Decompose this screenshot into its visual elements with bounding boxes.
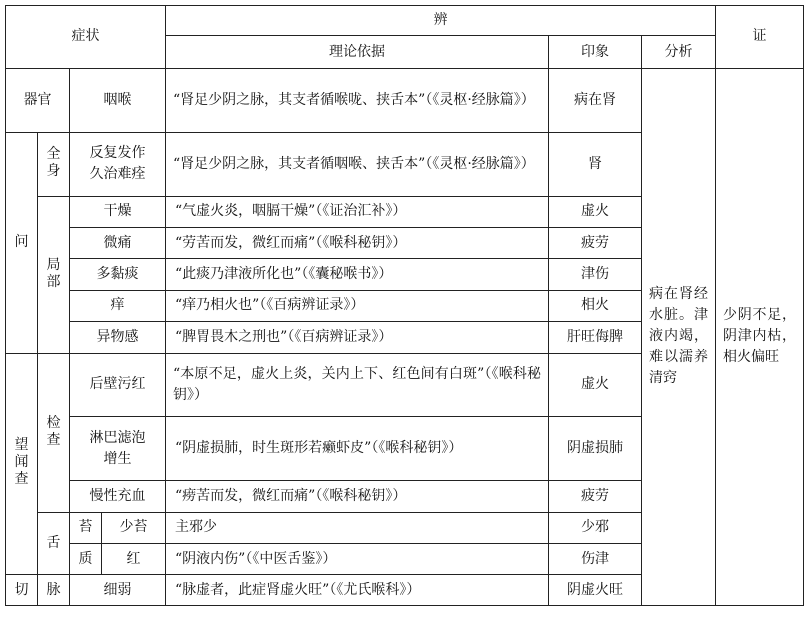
- header-bian: 辨: [166, 6, 716, 36]
- section-organ: 器官: [6, 68, 70, 132]
- symptom-cell: 淋巴滤泡增生: [70, 417, 166, 481]
- impression-cell: 相火: [549, 290, 642, 321]
- basis-cell: “肾足少阴之脉，其支者循咽喉、挟舌本”（《灵枢·经脉篇》）: [166, 132, 549, 196]
- header-symptom: 症状: [6, 6, 166, 69]
- basis-cell: 主邪少: [166, 512, 549, 543]
- symptom-cell: 微痛: [70, 227, 166, 258]
- section-local: 局部: [38, 196, 70, 353]
- section-pulse: 脉: [38, 575, 70, 606]
- basis-cell: “阴虚损肺，时生斑形若癞虾皮”（《喉科秘钥》）: [166, 417, 549, 481]
- tongue-coating-label: 苔: [70, 512, 102, 543]
- impression-cell: 津伤: [549, 259, 642, 290]
- impression-cell: 少邪: [549, 512, 642, 543]
- tongue-quality-label: 质: [70, 544, 102, 575]
- basis-cell: “肾足少阴之脉，其支者循喉咙、挟舌本”（《灵枢·经脉篇》）: [166, 68, 549, 132]
- impression-cell: 肝旺侮脾: [549, 322, 642, 353]
- symptom-cell: 红: [102, 544, 166, 575]
- impression-cell: 疲劳: [549, 227, 642, 258]
- impression-cell: 阴虚火旺: [549, 575, 642, 606]
- basis-cell: “气虚火炎，咽膈干燥”（《证治汇补》）: [166, 196, 549, 227]
- basis-cell: “脉虚者，此症肾虚火旺”（《尤氏喉科》）: [166, 575, 549, 606]
- symptom-cell: 干燥: [70, 196, 166, 227]
- section-inspect: 望闻查: [6, 353, 38, 575]
- header-zheng: 证: [716, 6, 804, 69]
- impression-cell: 虚火: [549, 353, 642, 417]
- impression-cell: 阴虚损肺: [549, 417, 642, 481]
- symptom-cell: 细弱: [70, 575, 166, 606]
- section-ask: 问: [6, 132, 38, 353]
- section-tongue: 舌: [38, 512, 70, 575]
- section-exam: 检查: [38, 353, 70, 512]
- syndrome-table: [5, 5, 804, 606]
- basis-cell: “痨苦而发，微红而痛”（《喉科秘钥》）: [166, 481, 549, 512]
- header-analysis: 分析: [642, 36, 716, 68]
- impression-cell: 虚火: [549, 196, 642, 227]
- header-impression: 印象: [549, 36, 642, 68]
- impression-cell: 病在肾: [549, 68, 642, 132]
- syndrome-cell: 少阴不足，阴津内枯，相火偏旺: [716, 68, 804, 605]
- symptom-cell: 痒: [70, 290, 166, 321]
- impression-cell: 伤津: [549, 544, 642, 575]
- symptom-cell: 异物感: [70, 322, 166, 353]
- basis-cell: “此痰乃津液所化也”（《囊秘喉书》）: [166, 259, 549, 290]
- symptom-cell: 多黏痰: [70, 259, 166, 290]
- impression-cell: 肾: [549, 132, 642, 196]
- symptom-cell: 慢性充血: [70, 481, 166, 512]
- analysis-cell: 病在肾经水脏。津液内竭，难以濡养清窍: [642, 68, 716, 605]
- basis-cell: “痒乃相火也”（《百病辨证录》）: [166, 290, 549, 321]
- section-whole-body: 全身: [38, 132, 70, 196]
- symptom-cell: 后壁污红: [70, 353, 166, 417]
- basis-cell: “阴液内伤”（《中医舌鉴》）: [166, 544, 549, 575]
- symptom-cell: 少苔: [102, 512, 166, 543]
- header-basis: 理论依据: [166, 36, 549, 68]
- basis-cell: “劳苦而发，微红而痛”（《喉科秘钥》）: [166, 227, 549, 258]
- symptom-cell: 反复发作久治难痊: [70, 132, 166, 196]
- impression-cell: 疲劳: [549, 481, 642, 512]
- basis-cell: “本原不足，虚火上炎，关内上下、红色间有白斑”（《喉科秘钥》）: [166, 353, 549, 417]
- section-palpate: 切: [6, 575, 38, 606]
- symptom-cell: 咽喉: [70, 68, 166, 132]
- basis-cell: “脾胃畏木之刑也”（《百病辨证录》）: [166, 322, 549, 353]
